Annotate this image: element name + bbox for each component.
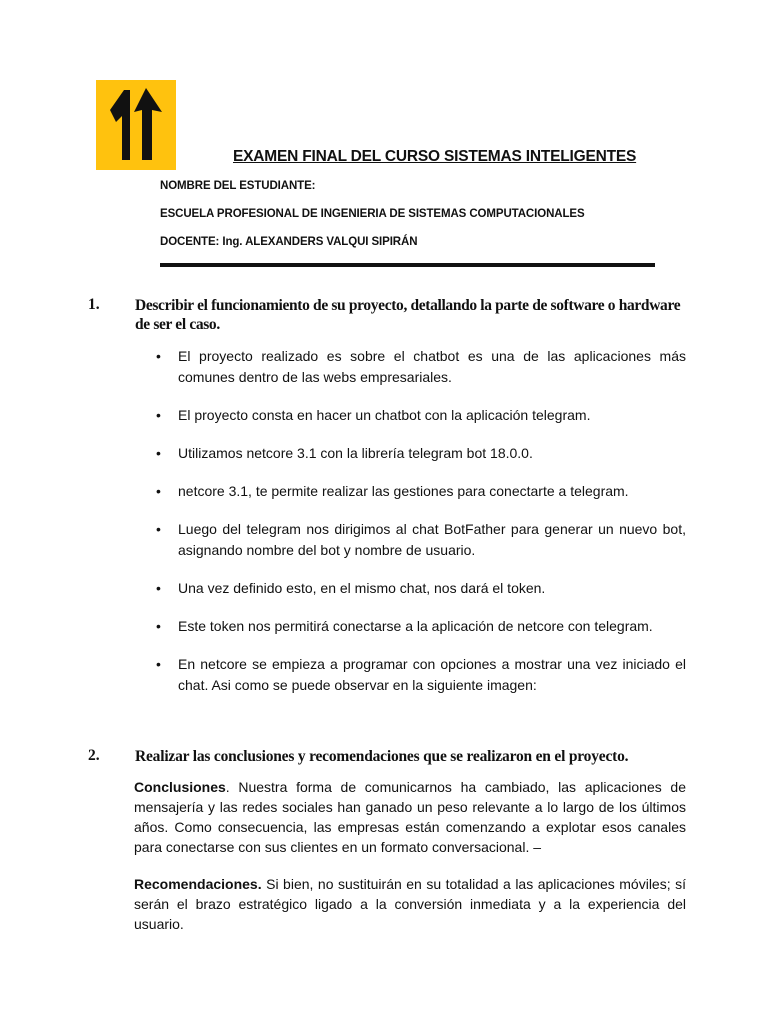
teacher-line — [160, 236, 417, 248]
list-item — [156, 616, 686, 637]
question-2-number: 2. — [88, 747, 100, 764]
question-1-number: 1. — [88, 296, 100, 313]
student-name-label: NOMBRE DEL ESTUDIANTE: — [160, 180, 316, 192]
conclusions-paragraph — [134, 777, 686, 857]
list-item — [156, 578, 686, 599]
bullet-icon: • — [156, 483, 161, 499]
conclusions-text: . Nuestra forma de comunicarnos ha cambiado, las aplicaciones de mensajería y las redes sociales han ganado un peso relevante a lo largo de los últimos años. Como consecuencia, las empresas están comenzando a explotar esos canales para conectarse con sus clientes en un formato conversacional. – — [134, 779, 686, 855]
teacher-name: : Ing. ALEXANDERS VALQUI SIPIRÁN — [215, 236, 418, 248]
bullet-icon: • — [156, 580, 161, 596]
list-item-text: En netcore se empieza a programar con opciones a mostrar una vez iniciado el chat. Asi como se puede observar en la siguiente imagen: — [178, 656, 686, 693]
two-upward-arrows-logo-icon — [96, 80, 176, 170]
list-item — [156, 654, 686, 696]
conclusions-heading: Conclusiones — [134, 779, 226, 795]
bullet-icon: • — [156, 656, 161, 672]
list-item-text: Luego del telegram nos dirigimos al chat BotFather para generar un nuevo bot, asignando nombre del bot y nombre de usuario. — [178, 521, 686, 558]
bullet-icon: • — [156, 445, 161, 461]
project-description-list — [156, 346, 686, 696]
list-item-text: Este token nos permitirá conectarse a la aplicación de netcore con telegram. — [178, 618, 653, 634]
recommendations-text: Si bien, no sustituirán en su totalidad a las aplicaciones móviles; sí serán el brazo estratégico ligado a la conversión inmediata y a la experiencia del usuario. — [134, 876, 686, 932]
school-name: ESCUELA PROFESIONAL DE INGENIERIA DE SISTEMAS COMPUTACIONALES — [160, 208, 585, 220]
question-1-text: Describir el funcionamiento de su proyecto, detallando la parte de software o hardware de ser el caso. — [135, 297, 681, 333]
list-item-text: El proyecto consta en hacer un chatbot con la aplicación telegram. — [178, 407, 591, 423]
list-item-text: Utilizamos netcore 3.1 con la librería telegram bot 18.0.0. — [178, 445, 533, 461]
teacher-label: DOCENTE — [160, 236, 216, 248]
bullet-icon: • — [156, 521, 161, 537]
list-item-text: Una vez definido esto, en el mismo chat, nos dará el token. — [178, 580, 546, 596]
list-item-text: netcore 3.1, te permite realizar las gestiones para conectarte a telegram. — [178, 483, 629, 499]
list-item-text: El proyecto realizado es sobre el chatbot es una de las aplicaciones más comunes dentro de las webs empresariales. — [178, 348, 686, 385]
exam-title: EXAMEN FINAL DEL CURSO SISTEMAS INTELIGENTES — [233, 148, 637, 165]
bullet-icon: • — [156, 618, 161, 634]
header-divider — [160, 263, 655, 267]
list-item — [156, 519, 686, 561]
recommendations-paragraph — [134, 874, 686, 934]
list-item — [156, 405, 686, 426]
question-2-text: Realizar las conclusiones y recomendaciones que se realizaron en el proyecto. — [135, 748, 629, 765]
list-item — [156, 346, 686, 388]
list-item — [156, 443, 686, 464]
list-item — [156, 481, 686, 502]
bullet-icon: • — [156, 348, 161, 364]
bullet-icon: • — [156, 407, 161, 423]
recommendations-heading: Recomendaciones. — [134, 876, 262, 892]
